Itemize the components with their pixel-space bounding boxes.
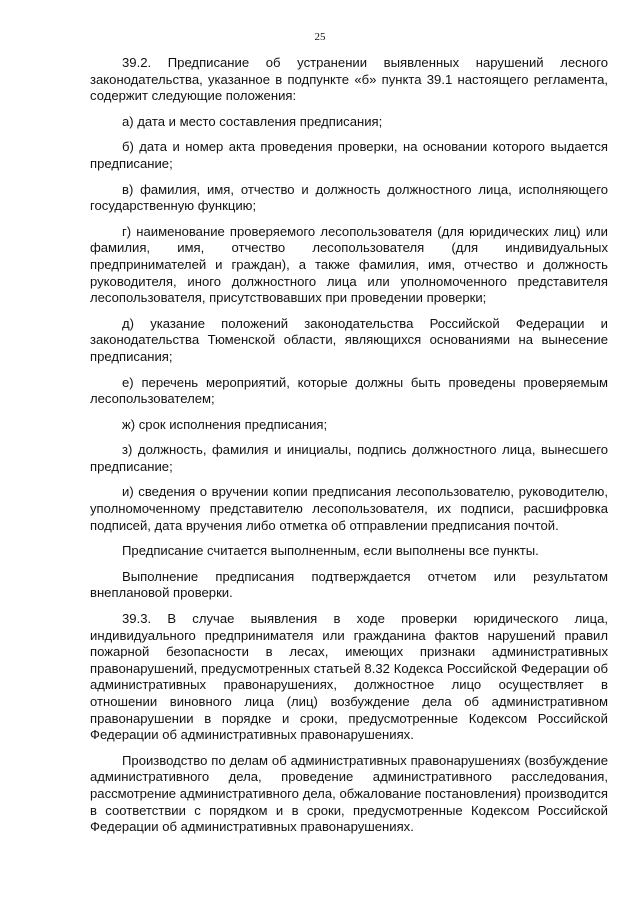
list-item-d: д) указание положений законодательства Российской Федерации и законодательства Тюменской области, являющихся основаниями на вынесение предписания; bbox=[90, 315, 608, 364]
paragraph-confirmation: Выполнение предписания подтверждается отчетом или результатом внеплановой проверки. bbox=[90, 568, 608, 601]
paragraph-proceedings: Производство по делам об административных правонарушениях (возбуждение административного дела, проведение административного расследования, рассмотрение административного дела, обжалование постановления) производится в соответствии с порядком и в сроки, предусмотренные Кодексом Российской Федерации об административных правонарушениях. bbox=[90, 752, 608, 835]
list-item-zh: ж) срок исполнения предписания; bbox=[122, 416, 328, 432]
list-item-z: з) должность, фамилия и инициалы, подпись должностного лица, вынесшего предписание; bbox=[90, 442, 608, 474]
paragraph-completion: Предписание считается выполненным, если выполнены все пункты. bbox=[122, 543, 539, 559]
paragraph-39-2-intro: 39.2. Предписание об устранении выявленных нарушений лесного законодательства, указанное в подпункте «б» пункта 39.1 настоящего регламента, содержит следующие положения: bbox=[90, 55, 608, 104]
list-item-a: а) дата и место составления предписания; bbox=[122, 113, 383, 129]
list-item-i: и) сведения о вручении копии предписания лесопользователю, руководителю, уполномоченному представителю лесопользователя, их подписи, расшифровка подписей, дата вручения либо отметка об отправлении предписания почтой. bbox=[90, 484, 608, 533]
list-item-e: е) перечень мероприятий, которые должны быть проведены проверяемым лесопользователем; bbox=[90, 374, 608, 407]
paragraph-39-3: 39.3. В случае выявления в ходе проверки юридического лица, индивидуального предпринимателя или гражданина фактов нарушений правил пожарной безопасности в лесах, имеющих признаки административных правонарушений, предусмотренных статьей 8.32 Кодекса Российской Федерации об административных правонарушениях, должностное лицо осуществляет в отношении виновного лица (лиц) возбуждение дела об административном правонарушении в порядке и сроки, предусмотренные Кодексом Российской Федерации об административных правонарушениях. bbox=[90, 611, 608, 743]
document-body bbox=[90, 55, 608, 845]
page-number: 25 bbox=[314, 31, 326, 43]
list-item-b: б) дата и номер акта проведения проверки, на основании которого выдается предписание; bbox=[90, 139, 608, 171]
list-item-g: г) наименование проверяемого лесопользователя (для юридических лиц) или фамилия, имя, отчество лесопользователя (для индивидуальных предпринимателей и граждан), а также фамилия, имя, отчество и должность руководителя, иного должностного лица или уполномоченного представителя лесопользователя, присутствовавших при проведении проверки; bbox=[90, 223, 608, 306]
list-item-v: в) фамилия, имя, отчество и должность должностного лица, исполняющего государственную функцию; bbox=[90, 181, 608, 214]
